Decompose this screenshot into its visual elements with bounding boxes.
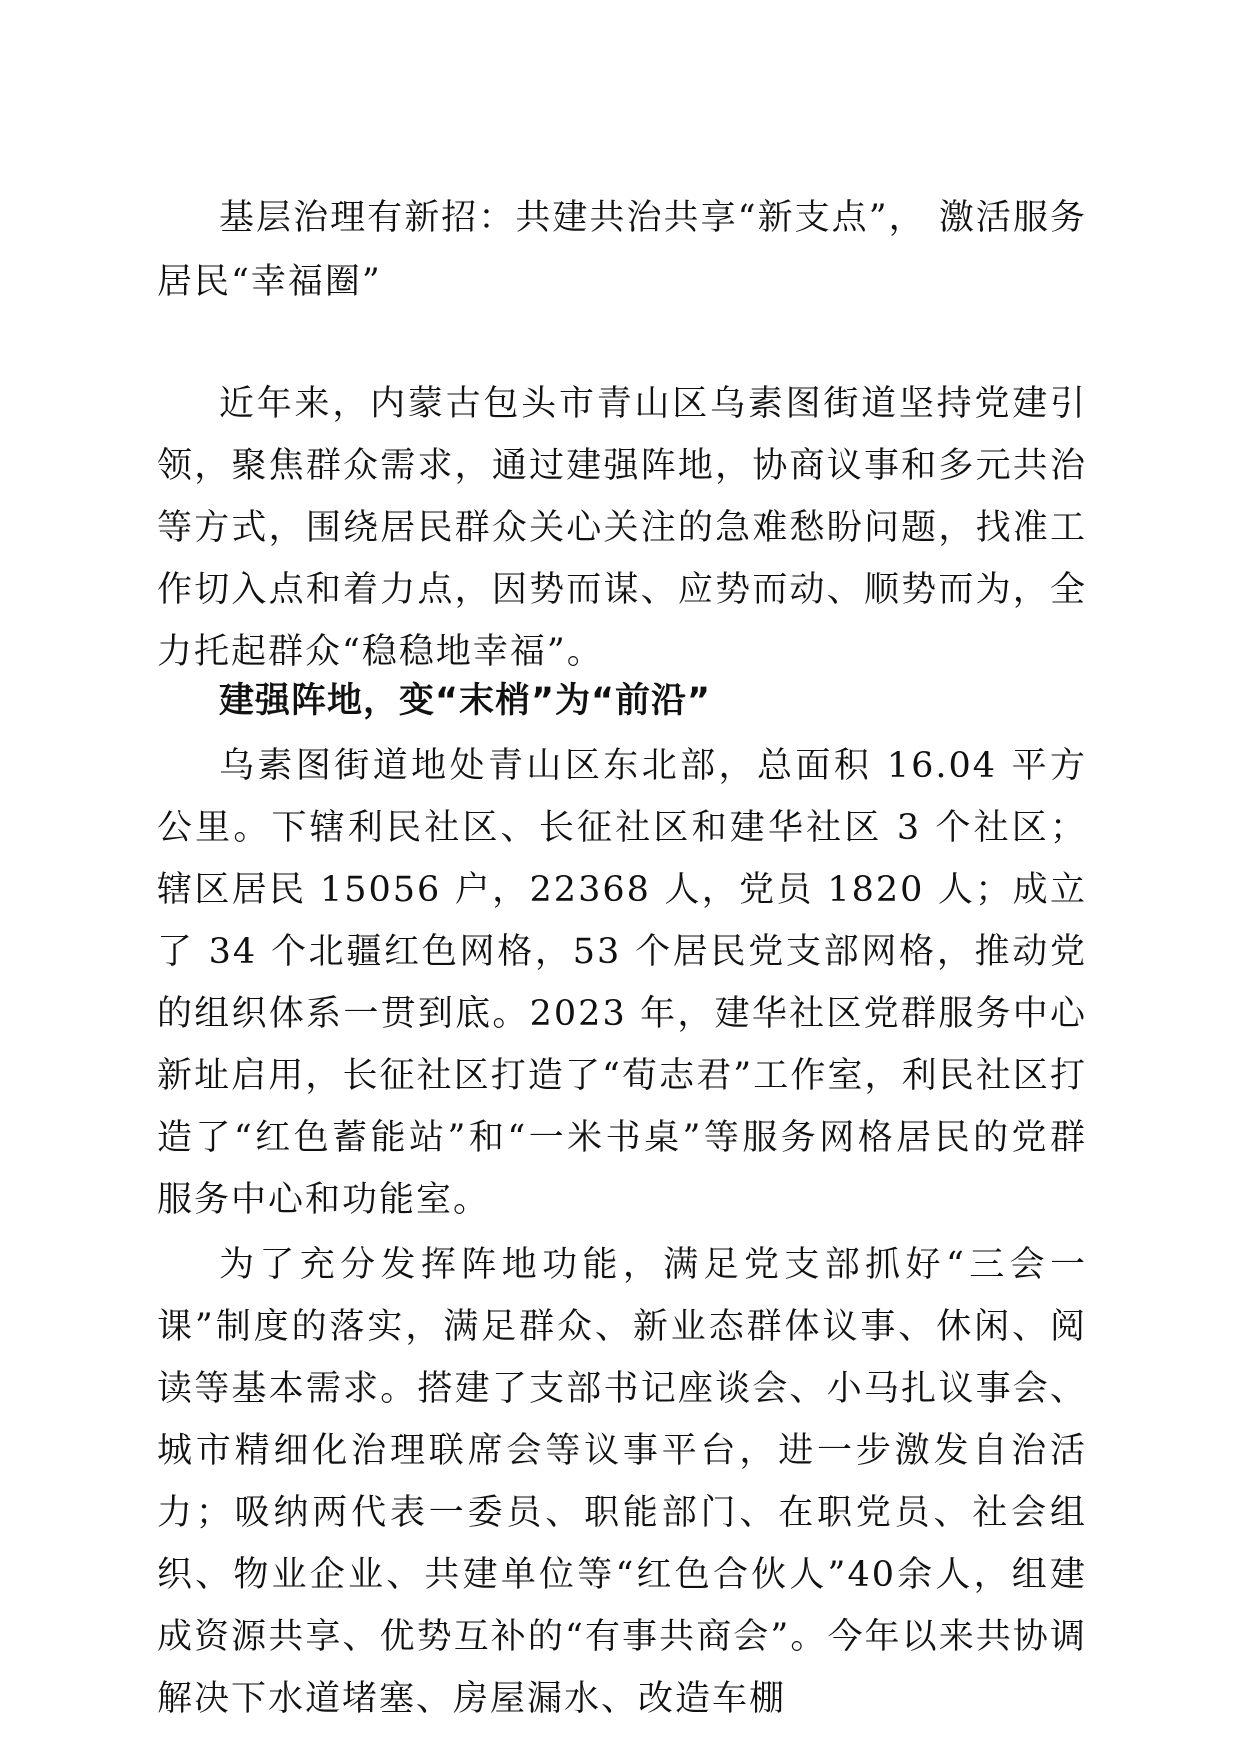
section-heading: 建强阵地，变“末梢”为“前沿” bbox=[219, 681, 712, 721]
document-title: 基层治理有新招：共建共治共享“新支点”， 激活服务居民“幸福圈” bbox=[157, 198, 1087, 302]
intro-paragraph: 近年来，内蒙古包头市青山区乌素图街道坚持党建引领，聚焦群众需求，通过建强阵地，协商议事和多元共治等方式，围绕居民群众关心关注的急难愁盼问题，找准工作切入点和着力点，因势而谋、应势而动、顺势而为，全力托起群众“稳稳地幸福”。 bbox=[157, 384, 1087, 672]
section-paragraph-1: 乌素图街道地处青山区东北部，总面积 16.04 平方公里。下辖利民社区、长征社区和建华社区 3 个社区；辖区居民 15056 户，22368 人，党员 1820 人；成立了 34 个北疆红色网格，53 个居民党支部网格，推动党的组织体系一贯到底。2023 年，建华社区党群服务中心新址启用，长征社区打造了“荀志君”工作室，利民社区打造了“红色蓄能站”和“一米书桌”等服务网格居民的党群服务中心和功能室。 bbox=[157, 746, 1087, 1220]
section-paragraph-2: 为了充分发挥阵地功能，满足党支部抓好“三会一课”制度的落实，满足群众、新业态群体议事、休闲、阅读等基本需求。搭建了支部书记座谈会、小马扎议事会、城市精细化治理联席会等议事平台，进一步激发自治活力；吸纳两代表一委员、职能部门、在职党员、社会组织、物业企业、共建单位等“红色合伙人”40余人，组建成资源共享、优势互补的“有事共商会”。今年以来共协调解决下水道堵塞、房屋漏水、改造车棚 bbox=[157, 1245, 1087, 1719]
